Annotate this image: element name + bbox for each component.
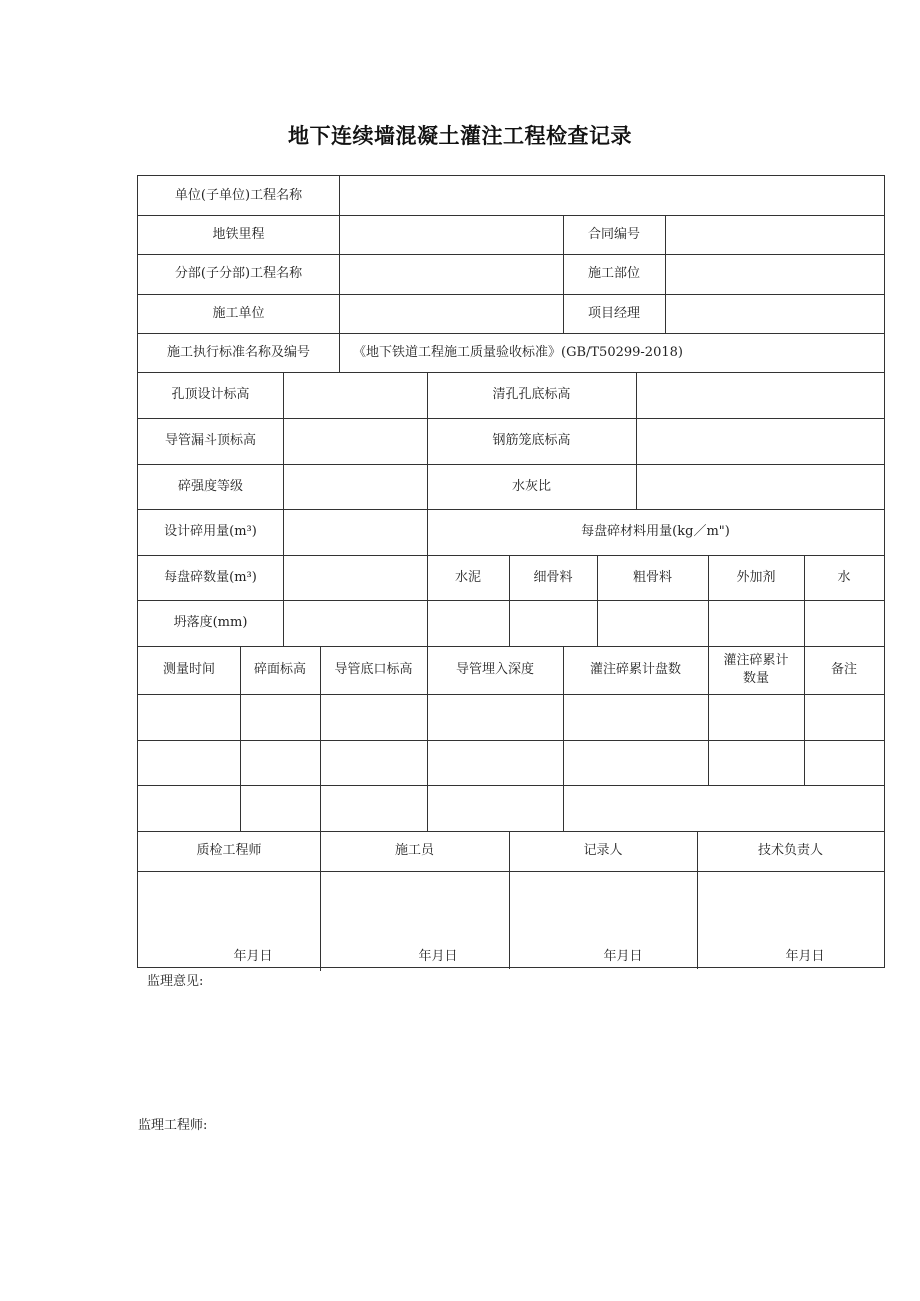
grid-line — [636, 372, 637, 509]
cage-bottom-label: 钢筋笼底标高 — [492, 433, 571, 448]
cumulative-quantity-header: 灌注碎累计数量 — [723, 653, 789, 686]
design-volume-label: 设计碎用量(m³) — [164, 524, 257, 539]
admixture-label: 外加剂 — [736, 569, 776, 585]
supervisor-opinion-label: 监理意见: — [147, 974, 204, 989]
funnel-top-label: 导管漏斗顶标高 — [164, 433, 256, 448]
contract-no-label: 合同编号 — [587, 226, 640, 242]
page-title: 地下连续墙混凝土灌注工程检查记录 — [288, 124, 632, 148]
water-label: 水 — [837, 569, 851, 585]
tech-lead-date: 年月日 — [785, 949, 825, 964]
hole-bottom-label: 清孔孔底标高 — [492, 387, 571, 402]
mileage-label: 地铁里程 — [212, 226, 265, 242]
grid-line — [138, 785, 884, 786]
cement-label: 水泥 — [454, 569, 481, 585]
grid-line — [283, 372, 284, 646]
fine-aggregate-label: 细骨料 — [533, 569, 573, 585]
grid-line — [138, 694, 884, 695]
per-batch-material-label: 每盘碎材料用量(kg／m") — [581, 524, 730, 539]
cumulative-batches-header: 灌注碎累计盘数 — [589, 662, 681, 677]
recorder-date: 年月日 — [603, 949, 643, 964]
qc-engineer-date: 年月日 — [233, 949, 273, 964]
strength-label: 碎强度等级 — [177, 478, 243, 494]
qc-engineer-label: 质检工程师 — [196, 843, 262, 858]
supervisor-engineer-label: 监理工程师: — [138, 1118, 208, 1133]
per-batch-qty-label: 每盘碎数量(m³) — [164, 569, 257, 585]
construction-unit-label: 施工单位 — [212, 305, 265, 321]
project-manager-label: 项目经理 — [587, 305, 640, 321]
hole-top-label: 孔顶设计标高 — [171, 387, 250, 402]
inspection-form — [137, 175, 885, 968]
recorder-label: 记录人 — [583, 843, 623, 858]
remarks-header: 备注 — [830, 662, 857, 677]
standard-label: 施工执行标准名称及编号 — [166, 344, 310, 360]
grid-line — [138, 740, 884, 741]
measure-time-header: 测量时间 — [162, 662, 215, 677]
constructor-date: 年月日 — [418, 949, 458, 964]
water-cement-label: 水灰比 — [511, 478, 551, 494]
construction-part-label: 施工部位 — [587, 266, 640, 281]
pipe-bottom-elevation-header: 导管底口标高 — [334, 662, 413, 677]
standard-value: 《地下铁道工程施工质量验收标准》(GB/T50299-2018) — [353, 344, 683, 360]
surface-elevation-header: 碎面标高 — [253, 662, 306, 677]
tech-lead-label: 技术负责人 — [757, 843, 823, 858]
slump-label: 坍落度(mm) — [173, 615, 248, 630]
pipe-embed-depth-header: 导管埋入深度 — [455, 662, 534, 677]
project-name-label: 单位(子单位)工程名称 — [174, 187, 303, 203]
subproject-label: 分部(子分部)工程名称 — [174, 266, 303, 281]
constructor-label: 施工员 — [394, 843, 434, 858]
coarse-aggregate-label: 粗骨料 — [632, 569, 672, 585]
grid-line — [665, 215, 666, 333]
